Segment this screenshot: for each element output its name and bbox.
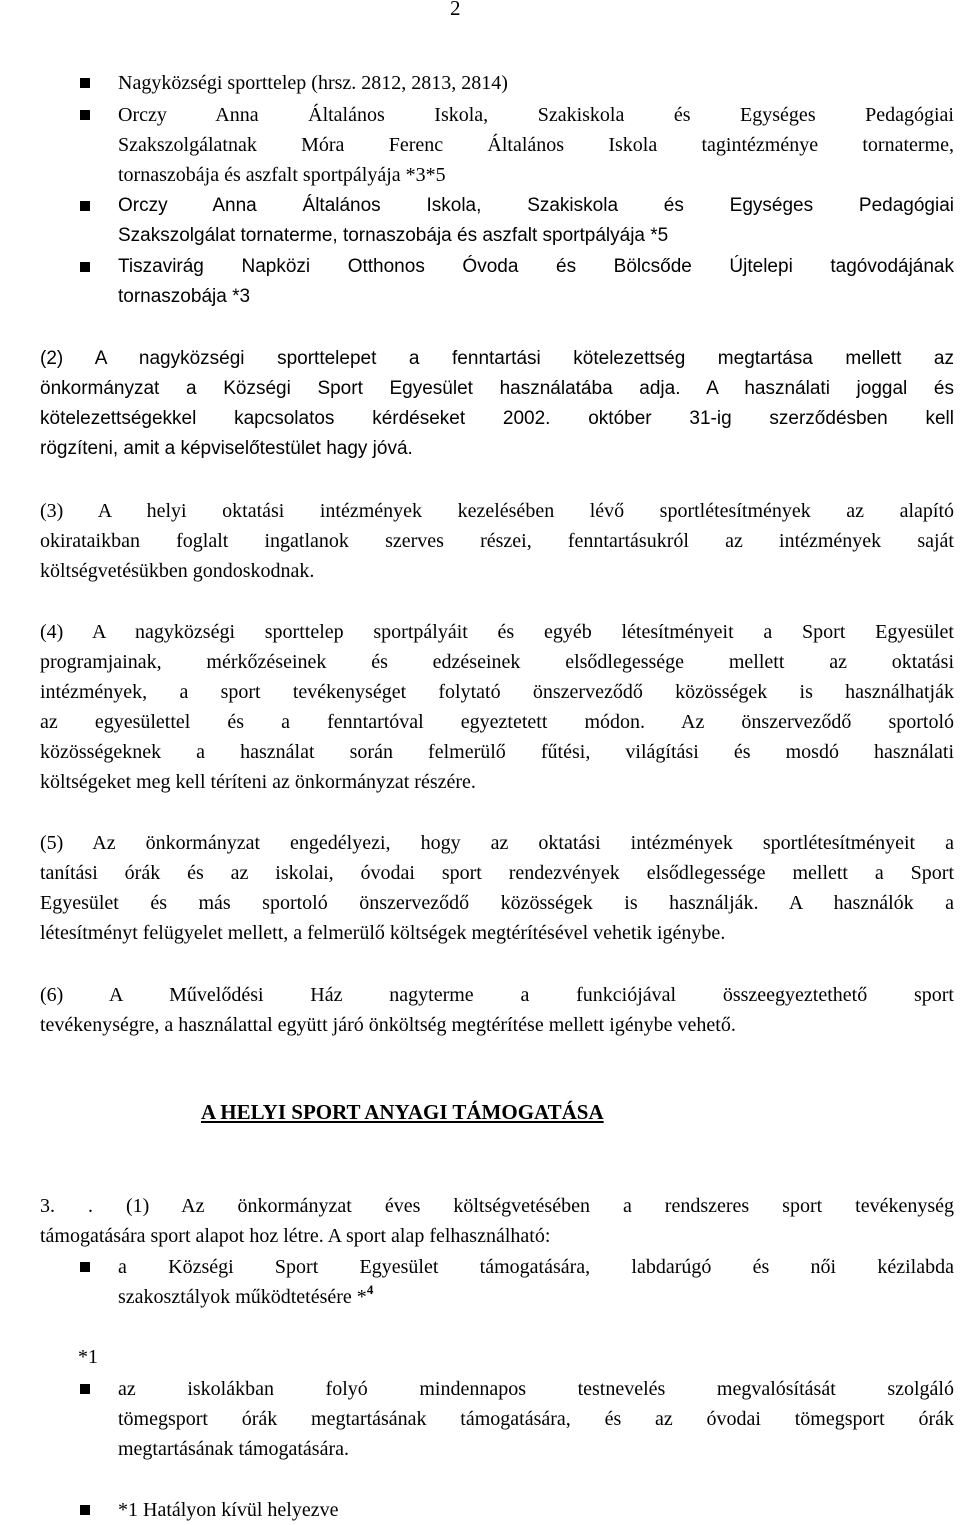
- footnote-ref: *1: [78, 1346, 98, 1368]
- list-item: Szakszolgálat tornaterme, tornaszobája és aszfalt sportpályája *5: [118, 225, 669, 246]
- text-line: költségvetésükben gondoskodnak.: [40, 560, 315, 582]
- list-item: a Községi Sport Egyesület támogatására, labdarúgó és női kézilabda: [118, 1256, 954, 1278]
- text-line: (5) Az önkormányzat engedélyezi, hogy az oktatási intézmények sportlétesítményeit a: [40, 832, 954, 854]
- text-line: 3. . (1) Az önkormányzat éves költségvetésében a rendszeres sport tevékenység: [40, 1195, 954, 1217]
- list-item: tornaszobája *3: [118, 286, 251, 307]
- text-line: (4) A nagyközségi sporttelep sportpályáit és egyéb létesítményeit a Sport Egyesület: [40, 621, 954, 643]
- list-item: tornaszobája és aszfalt sportpályája *3*5: [118, 164, 446, 186]
- text-line: tanítási órák és az iskolai, óvodai sport rendezvények elsődlegessége mellett a Sport: [40, 862, 954, 884]
- text-line: rögzíteni, amit a képviselőtestület hagy jóvá.: [40, 438, 413, 459]
- text-line: az egyesülettel és a fenntartóval egyeztetett módon. Az önszerveződő sportoló: [40, 711, 954, 733]
- text-line: támogatására sport alapot hoz létre. A sport alap felhasználható:: [40, 1225, 551, 1247]
- list-item-text: szakosztályok működtetésére *: [118, 1286, 367, 1308]
- text-line: önkormányzat a Községi Sport Egyesület használatába adja. A használati joggal és: [40, 378, 954, 399]
- list-item: az iskolákban folyó mindennapos testnevelés megvalósítását szolgáló: [118, 1378, 954, 1400]
- text-line: tevékenységre, a használattal együtt járó önköltség megtérítése mellett igénybe vehető.: [40, 1014, 736, 1036]
- bullet-icon: [80, 201, 90, 211]
- list-item: megtartásának támogatására.: [118, 1438, 349, 1460]
- bullet-icon: [80, 110, 90, 120]
- section-heading: A HELYI SPORT ANYAGI TÁMOGATÁSA: [201, 1100, 604, 1124]
- text-line: kötelezettségekkel kapcsolatos kérdéseket 2002. október 31-ig szerződésben kell: [40, 408, 954, 429]
- text-line: (6) A Művelődési Ház nagyterme a funkciójával összeegyeztethető sport: [40, 984, 954, 1006]
- list-item: tömegsport órák megtartásának támogatására, és az óvodai tömegsport órák: [118, 1408, 954, 1430]
- list-item: [118, 1282, 373, 1314]
- text-line: közösségeknek a használat során felmerülő fűtési, világítási és mosdó használati: [40, 741, 954, 763]
- bullet-icon: [80, 262, 90, 272]
- list-item: Orczy Anna Általános Iskola, Szakiskola és Egységes Pedagógiai: [118, 195, 954, 216]
- text-line: költségeket meg kell téríteni az önkormányzat részére.: [40, 771, 476, 793]
- bullet-icon: [80, 1262, 90, 1272]
- text-line: (2) A nagyközségi sporttelepet a fenntartási kötelezettség megtartása mellett az: [40, 348, 954, 369]
- text-line: létesítményt felügyelet mellett, a felmerülő költségek megtérítésével vehetik igénybe.: [40, 922, 726, 944]
- list-item: Szakszolgálatnak Móra Ferenc Általános Iskola tagintézménye tornaterme,: [118, 134, 954, 156]
- bullet-icon: [80, 1505, 90, 1515]
- list-item: Orczy Anna Általános Iskola, Szakiskola és Egységes Pedagógiai: [118, 104, 954, 126]
- list-item: Tiszavirág Napközi Otthonos Óvoda és Bölcsőde Újtelepi tagóvodájának: [118, 256, 954, 277]
- list-item: *1 Hatályon kívül helyezve: [118, 1499, 339, 1521]
- bullet-icon: [80, 1384, 90, 1394]
- text-line: (3) A helyi oktatási intézmények kezelésében lévő sportlétesítmények az alapító: [40, 500, 954, 522]
- bullet-icon: [80, 78, 90, 88]
- text-line: okirataikban foglalt ingatlanok szerves részei, fenntartásukról az intézmények saját: [40, 530, 954, 552]
- text-line: intézmények, a sport tevékenységet folytató önszerveződő közösségek is használhatják: [40, 681, 954, 703]
- footnote-marker: 4: [366, 1282, 374, 1297]
- list-item: Nagyközségi sporttelep (hrsz. 2812, 2813, 2814): [118, 72, 508, 94]
- text-line: programjainak, mérkőzéseinek és edzéseinek elsődlegessége mellett az oktatási: [40, 651, 954, 673]
- text-line: Egyesület és más sportoló önszerveződő közösségek is használják. A használók a: [40, 892, 954, 914]
- page-number: 2: [450, 0, 461, 20]
